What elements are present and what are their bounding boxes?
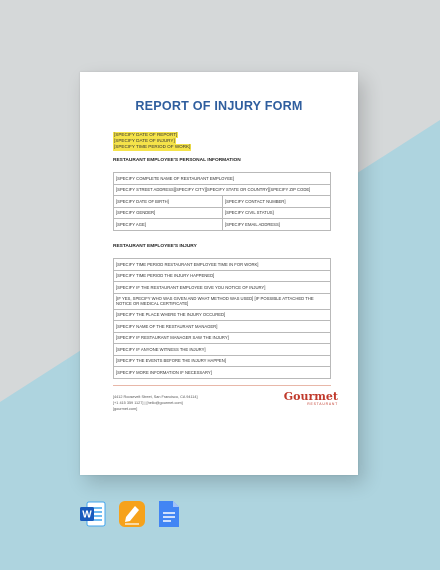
table-cell: [SPECIFY TIME PERIOD RESTAURANT EMPLOYEE TIME IN FOR WORK]: [114, 259, 331, 271]
table-row: [114, 344, 331, 356]
table-cell: [SPECIFY IF ANYONE WITNESS THE INJURY]: [114, 344, 331, 356]
document-page: [80, 72, 358, 475]
table-cell: [SPECIFY DATE OF BIRTH]: [114, 196, 223, 208]
table-row: [114, 332, 331, 344]
table-row: [114, 173, 331, 185]
table-row: [114, 219, 331, 231]
footer-divider: [113, 385, 331, 386]
table-row: [114, 184, 331, 196]
table-cell: [SPECIFY NAME OF THE RESTAURANT MANAGER]: [114, 321, 331, 333]
table-cell: [SPECIFY TIME PERIOD THE INJURY HAPPENED]: [114, 270, 331, 282]
address-line: [+1 415 359 1127] | [hello@gourmet.com]: [113, 401, 183, 406]
google-docs-icon[interactable]: [157, 500, 181, 533]
word-icon[interactable]: [79, 500, 107, 533]
table-cell: [SPECIFY CIVIL STATUS]: [223, 207, 331, 219]
table-row: [114, 355, 331, 367]
table-cell: [SPECIFY MORE INFORMATION IF NECESSARY]: [114, 367, 331, 379]
table-row: [114, 270, 331, 282]
logo-text: Gourmet: [283, 390, 338, 403]
logo-subtext: RESTAURANT: [307, 402, 338, 406]
table-row: [114, 367, 331, 379]
table-row: [114, 196, 331, 208]
highlighted-fields: [113, 132, 191, 151]
table-cell: [SPECIFY IF THE RESTAURANT EMPLOYEE GIVE YOU NOTICE OF INJURY]: [114, 282, 331, 294]
highlight-date-of-report: [SPECIFY DATE OF REPORT]: [114, 132, 178, 137]
gourmet-logo: [276, 391, 338, 406]
table-row: [114, 207, 331, 219]
table-cell: [SPECIFY COMPLETE NAME OF RESTAURANT EMPLOYEE]: [114, 173, 331, 185]
table-cell: [SPECIFY EMAIL ADDRESS]: [223, 219, 331, 231]
section-personal-info-heading: RESTAURANT EMPLOYEE'S PERSONAL INFORMATION: [113, 158, 241, 163]
pages-icon[interactable]: [118, 500, 146, 533]
address-line: [gourmet.com]: [113, 407, 138, 412]
highlight-time-period: [SPECIFY TIME PERIOD OF WORK]: [114, 144, 191, 150]
table-cell: [SPECIFY AGE]: [114, 219, 223, 231]
table-row: [114, 321, 331, 333]
personal-info-table: [113, 172, 331, 231]
table-cell: [SPECIFY IF RESTAURANT MANAGER SAW THE INJURY]: [114, 332, 331, 344]
injury-table: [113, 258, 331, 379]
document-title: REPORT OF INJURY FORM: [135, 99, 303, 113]
table-row: [114, 259, 331, 271]
table-row: [114, 309, 331, 321]
table-cell: [SPECIFY THE EVENTS BEFORE THE INJURY HAPPEN]: [114, 355, 331, 367]
table-cell: [SPECIFY THE PLACE WHERE THE INJURY OCCURED]: [114, 309, 331, 321]
table-cell: [SPECIFY STREET ADDRESS][SPECIFY CITY][SPECIFY STATE OR COUNTRY][SPECIFY ZIP CODE]: [114, 184, 331, 196]
table-cell: [SPECIFY GENDER]: [114, 207, 223, 219]
section-injury-heading: RESTAURANT EMPLOYEE'S INJURY: [113, 244, 197, 249]
highlight-date-of-injury: [SPECIFY DATE OF INJURY]: [114, 138, 175, 144]
table-cell: [SPECIFY CONTACT NUMBER]: [223, 196, 331, 208]
address-line: [4412 Roosevelt Street, San Francisco, CA 94114]: [113, 395, 198, 399]
table-row: [114, 293, 331, 309]
footer-address: [113, 394, 198, 413]
table-row: [114, 282, 331, 294]
table-cell: [IF YES, SPECIFY WHO WAS GIVEN AND WHAT METHOD WAS USED] [IF POSSIBLE ATTACHED THE NOTICE OR MEDICAL CERTIFICATE]: [114, 293, 331, 309]
word-icon-letter: W: [82, 509, 92, 521]
